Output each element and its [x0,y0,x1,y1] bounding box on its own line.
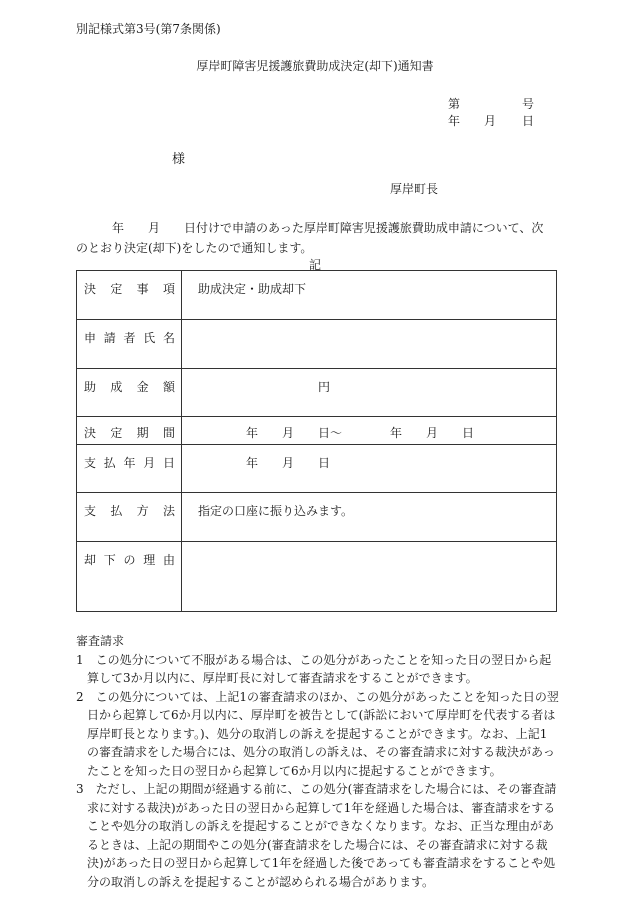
table-row [77,320,557,369]
label-char: 支 [84,456,97,470]
note-line: 1 この処分について不服がある場合は、この処分があったことを知った日の翌日から起 [76,652,552,667]
row-label-cell [77,542,182,612]
row-label [77,271,181,297]
decision-table [76,270,557,612]
label-char: 払 [110,504,123,518]
notice-body [76,218,560,258]
label-char: 項 [162,282,175,296]
date-month: 月 [484,114,497,128]
label-char: 定 [110,282,123,296]
label-char: 月 [143,456,156,470]
label-char: 成 [110,380,123,394]
row-value: 助成決定・助成却下 [198,282,307,296]
note-line: の審査請求をした場合には、処分の取消しの訴えは、その審査請求に対する裁決があっ [87,745,555,759]
row-value-cell [182,445,557,493]
row-value: 年 月 日 [246,456,331,470]
row-value: 指定の口座に振り込みます。 [198,504,354,518]
label-char: 氏 [143,331,156,345]
label-char: 払 [103,456,116,470]
notes-heading: 審査請求 [76,634,125,648]
notice-body-line: 年 月 日付けで申請のあった厚岸町障害児援護旅費助成申請について、次 [76,221,544,235]
label-char: 助 [84,380,97,394]
row-value [182,320,556,329]
table-row [77,369,557,417]
row-label [77,445,181,471]
note-item [76,688,566,781]
label-char: 法 [162,504,175,518]
label-char: 由 [162,553,175,567]
note-line: 3 ただし、上記の期間が経過する前に、この処分(審査請求をした場合には、その審査請 [76,782,557,796]
row-label [77,542,181,568]
row-label [77,320,181,346]
note-line: ことや処分の取消しの訴えを提起することができなくなります。なお、正当な理由があ [87,819,555,833]
note-line: たことを知った日の翌日から起算して6か月以内に提起することができます。 [87,763,502,778]
table-row [77,417,557,445]
row-label-cell [77,493,182,542]
label-char: 間 [162,426,175,440]
row-value-cell [182,320,557,369]
row-label [77,369,181,395]
row-value: 年 月 日～ 年 月 日 [246,426,475,440]
row-value-cell [182,417,557,445]
note-line: 求に対する裁決)があった日の翌日から起算して1年を経過した場合は、審査請求をする [87,800,556,815]
label-char: 申 [84,331,97,345]
issuer: 厚岸町長 [390,182,439,196]
row-value-cell [182,369,557,417]
date-day: 日 [522,114,535,128]
row-label-cell [77,445,182,493]
row-label [77,417,181,441]
date-year: 年 [448,114,461,128]
addressee-suffix: 様 [172,152,186,167]
note-line: 厚岸町長となります。)、処分の取消しの訴えを提起することができます。なお、上記1 [87,726,548,741]
row-value-cell [182,542,557,612]
appeal-notes [76,632,566,891]
row-label-cell [77,417,182,445]
label-char: 金 [136,380,149,394]
label-char: 方 [136,504,149,518]
note-item [76,780,566,891]
label-char: 決 [84,282,97,296]
number-dai: 第 [448,97,461,111]
label-char: 名 [162,331,175,345]
number-line [448,95,534,112]
label-char: 理 [143,553,156,567]
number-go: 号 [522,97,535,111]
note-line: 分の取消しの訴えを提起することが認められる場合があります。 [87,874,435,889]
row-label-cell [77,271,182,320]
note-line: 日から起算して6か月以内に、厚岸町を被告として(訴訟において厚岸町を代表する者は [87,708,556,722]
row-value: 円 [318,380,331,394]
note-line: るときは、上記の期間やこの処分(審査請求をした場合には、その審査請求に対する裁 [87,837,548,852]
label-char: 定 [110,426,123,440]
label-char: 支 [84,504,97,518]
note-line: 決)があった日の翌日から起算して1年を経過した後であっても審査請求をすることや処 [87,856,556,870]
ki-heading: 記 [308,258,321,272]
row-value [182,542,556,551]
notice-body-line: のとおり決定(却下)をしたので通知します。 [76,241,313,255]
table-row [77,271,557,320]
form-label: 別記様式第3号(第7条関係) [76,22,221,36]
date-line [448,112,534,129]
label-char: 年 [123,456,136,470]
note-line: 算して3か月以内に、厚岸町長に対して審査請求をすることができます。 [87,671,478,685]
note-line: 2 この処分については、上記1の審査請求のほか、この処分があったことを知った日の翌 [76,689,559,704]
label-char: 下 [103,553,116,567]
label-char: 却 [84,553,97,567]
row-label [77,493,181,519]
row-label-cell [77,369,182,417]
label-char: 日 [162,456,175,470]
row-label-cell [77,320,182,369]
label-char: 期 [136,426,149,440]
row-value-cell [182,493,557,542]
label-char: 決 [84,426,97,440]
row-value-cell [182,271,557,320]
table-row [77,445,557,493]
note-item [76,651,566,688]
label-char: 者 [123,331,136,345]
label-char: 額 [162,380,175,394]
label-char: 事 [136,282,149,296]
label-char: 請 [103,331,116,345]
document-title: 厚岸町障害児援護旅費助成決定(却下)通知書 [196,59,434,73]
label-char: の [123,553,136,567]
table-row [77,542,557,612]
table-row [77,493,557,542]
